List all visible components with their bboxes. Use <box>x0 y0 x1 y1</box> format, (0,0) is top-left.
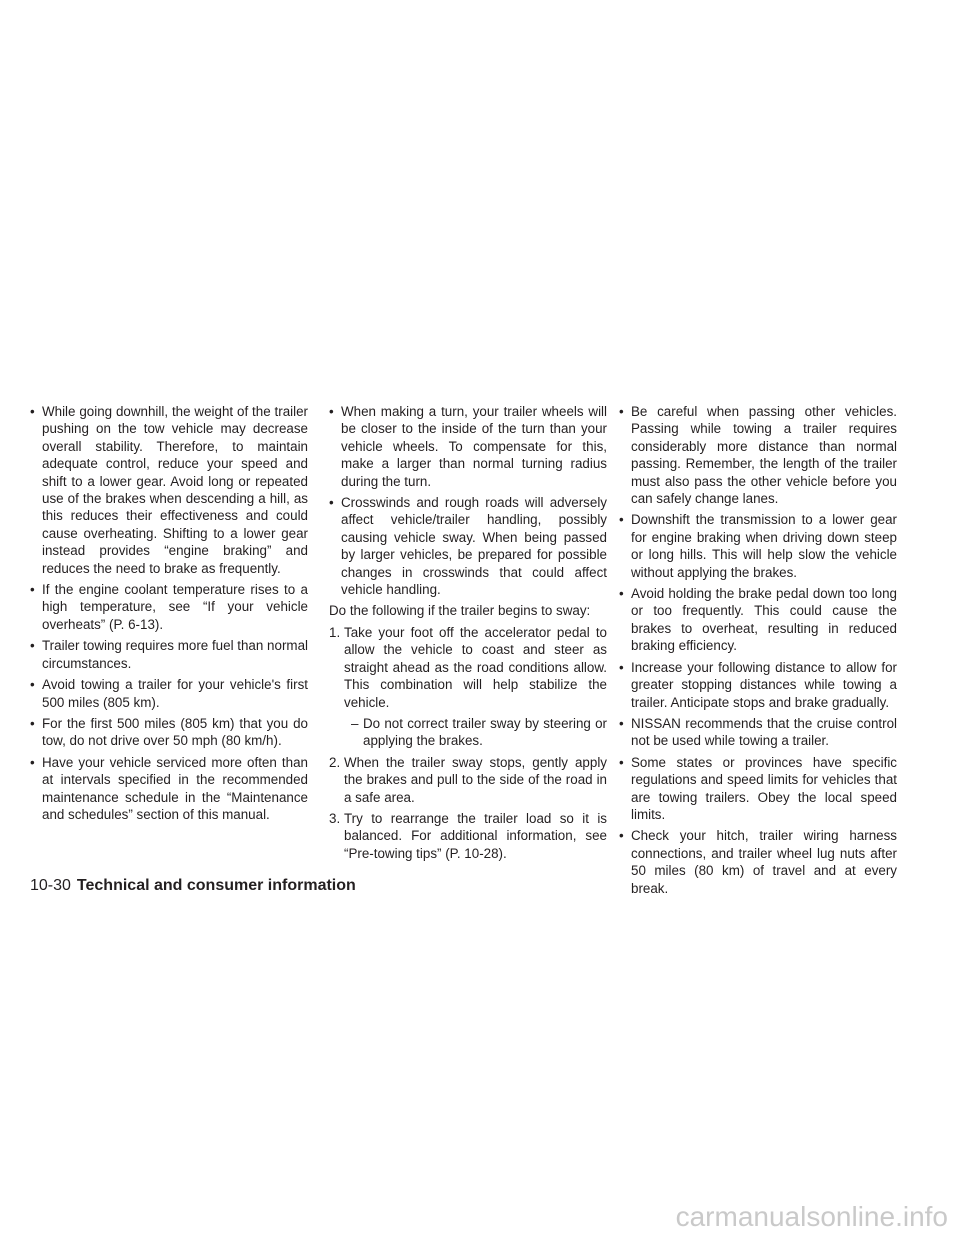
bullet-hitch-check: • Check your hitch, trailer wiring harness connections, and trailer wheel lug nuts after 50 miles (80 km) of travel and at every break. <box>619 827 897 897</box>
step-2-text: When the trailer sway stops, gently apply the brakes and pull to the side of the road in a safe area. <box>344 754 607 805</box>
column-middle <box>329 403 607 866</box>
bullet-following-distance: • Increase your following distance to allow for greater stopping distances while towing a trailer. Anticipate stops and brake gradually. <box>619 659 897 711</box>
step-3-number: 3. <box>329 810 341 826</box>
watermark: carmanualsonline.info <box>675 1201 948 1232</box>
section-title: Technical and consumer information <box>76 877 356 894</box>
step-1-text: Take your foot off the accelerator pedal to allow the vehicle to coast and steer as straight ahead as the road conditions allow. This combination will help stabilize the vehicle. <box>344 624 607 710</box>
bullet-turning: • When making a turn, your trailer wheels will be closer to the inside of the turn than your vehicle wheels. To compensate for this, make a larger than normal turning radius during the turn. <box>329 403 607 490</box>
page-footer <box>30 876 356 896</box>
bullet-downshift: • Downshift the transmission to a lower gear for engine braking when driving down steep or long hills. This will help slow the vehicle without applying the brakes. <box>619 511 897 581</box>
step-1-number: 1. <box>329 624 341 640</box>
page-number: 10-30 <box>30 877 71 894</box>
bullet-downhill: • While going downhill, the weight of the trailer pushing on the tow vehicle may decrease overall stability. Therefore, to maintain adequate control, reduce your speed and shift to a lower gear. Avoid long or repeated use of the brakes when descending a hill, as this reduces their effectiveness and could cause overheating. Shifting to a lower gear instead provides “engine braking” and reduces the need to brake as frequently. <box>30 403 308 577</box>
bullet-coolant-temperature: • If the engine coolant temperature rises to a high temperature, see “If your vehicle overheats” (P. 6-13). <box>30 581 308 633</box>
sway-intro: Do the following if the trailer begins to sway: <box>329 603 591 619</box>
step-1-subitem-text: Do not correct trailer sway by steering or applying the brakes. <box>363 715 607 749</box>
bullet-speed-limit: • For the first 500 miles (805 km) that you do tow, do not drive over 50 mph (80 km/h). <box>30 715 308 750</box>
bullet-brake-pedal: • Avoid holding the brake pedal down too long or too frequently. This could cause the brakes to overheat, resulting in reduced braking efficiency. <box>619 585 897 655</box>
step-2-number: 2. <box>329 754 341 770</box>
step-3-text: Try to rearrange the trailer load so it is balanced. For additional information, see “Pre-towing tips” (P. 10-28). <box>344 810 607 861</box>
dash-marker: – <box>351 715 359 731</box>
bullet-service: • Have your vehicle serviced more often than at intervals specified in the recommended maintenance schedule in the “Maintenance and schedules” section of this manual. <box>30 754 308 824</box>
bullet-passing: • Be careful when passing other vehicles. Passing while towing a trailer requires considerably more distance than normal passing. Remember, the length of the trailer must also pass the other vehicle before you can safely change lanes. <box>619 403 897 507</box>
step-1-subitem <box>329 715 607 750</box>
column-right <box>619 403 897 901</box>
bullet-first-500-miles: • Avoid towing a trailer for your vehicle's first 500 miles (805 km). <box>30 676 308 711</box>
bullet-regulations: • Some states or provinces have specific regulations and speed limits for vehicles that are towing trailers. Obey the local speed limits. <box>619 754 897 824</box>
bullet-cruise-control: • NISSAN recommends that the cruise control not be used while towing a trailer. <box>619 715 897 750</box>
bullet-crosswinds: • Crosswinds and rough roads will adversely affect vehicle/trailer handling, possibly causing vehicle sway. When being passed by larger vehicles, be prepared for possible changes in crosswinds that could affect vehicle handling. <box>329 494 607 598</box>
bullet-fuel: • Trailer towing requires more fuel than normal circumstances. <box>30 637 308 672</box>
step-1 <box>329 624 607 711</box>
column-left <box>30 403 308 827</box>
step-2 <box>329 754 607 806</box>
step-3 <box>329 810 607 862</box>
